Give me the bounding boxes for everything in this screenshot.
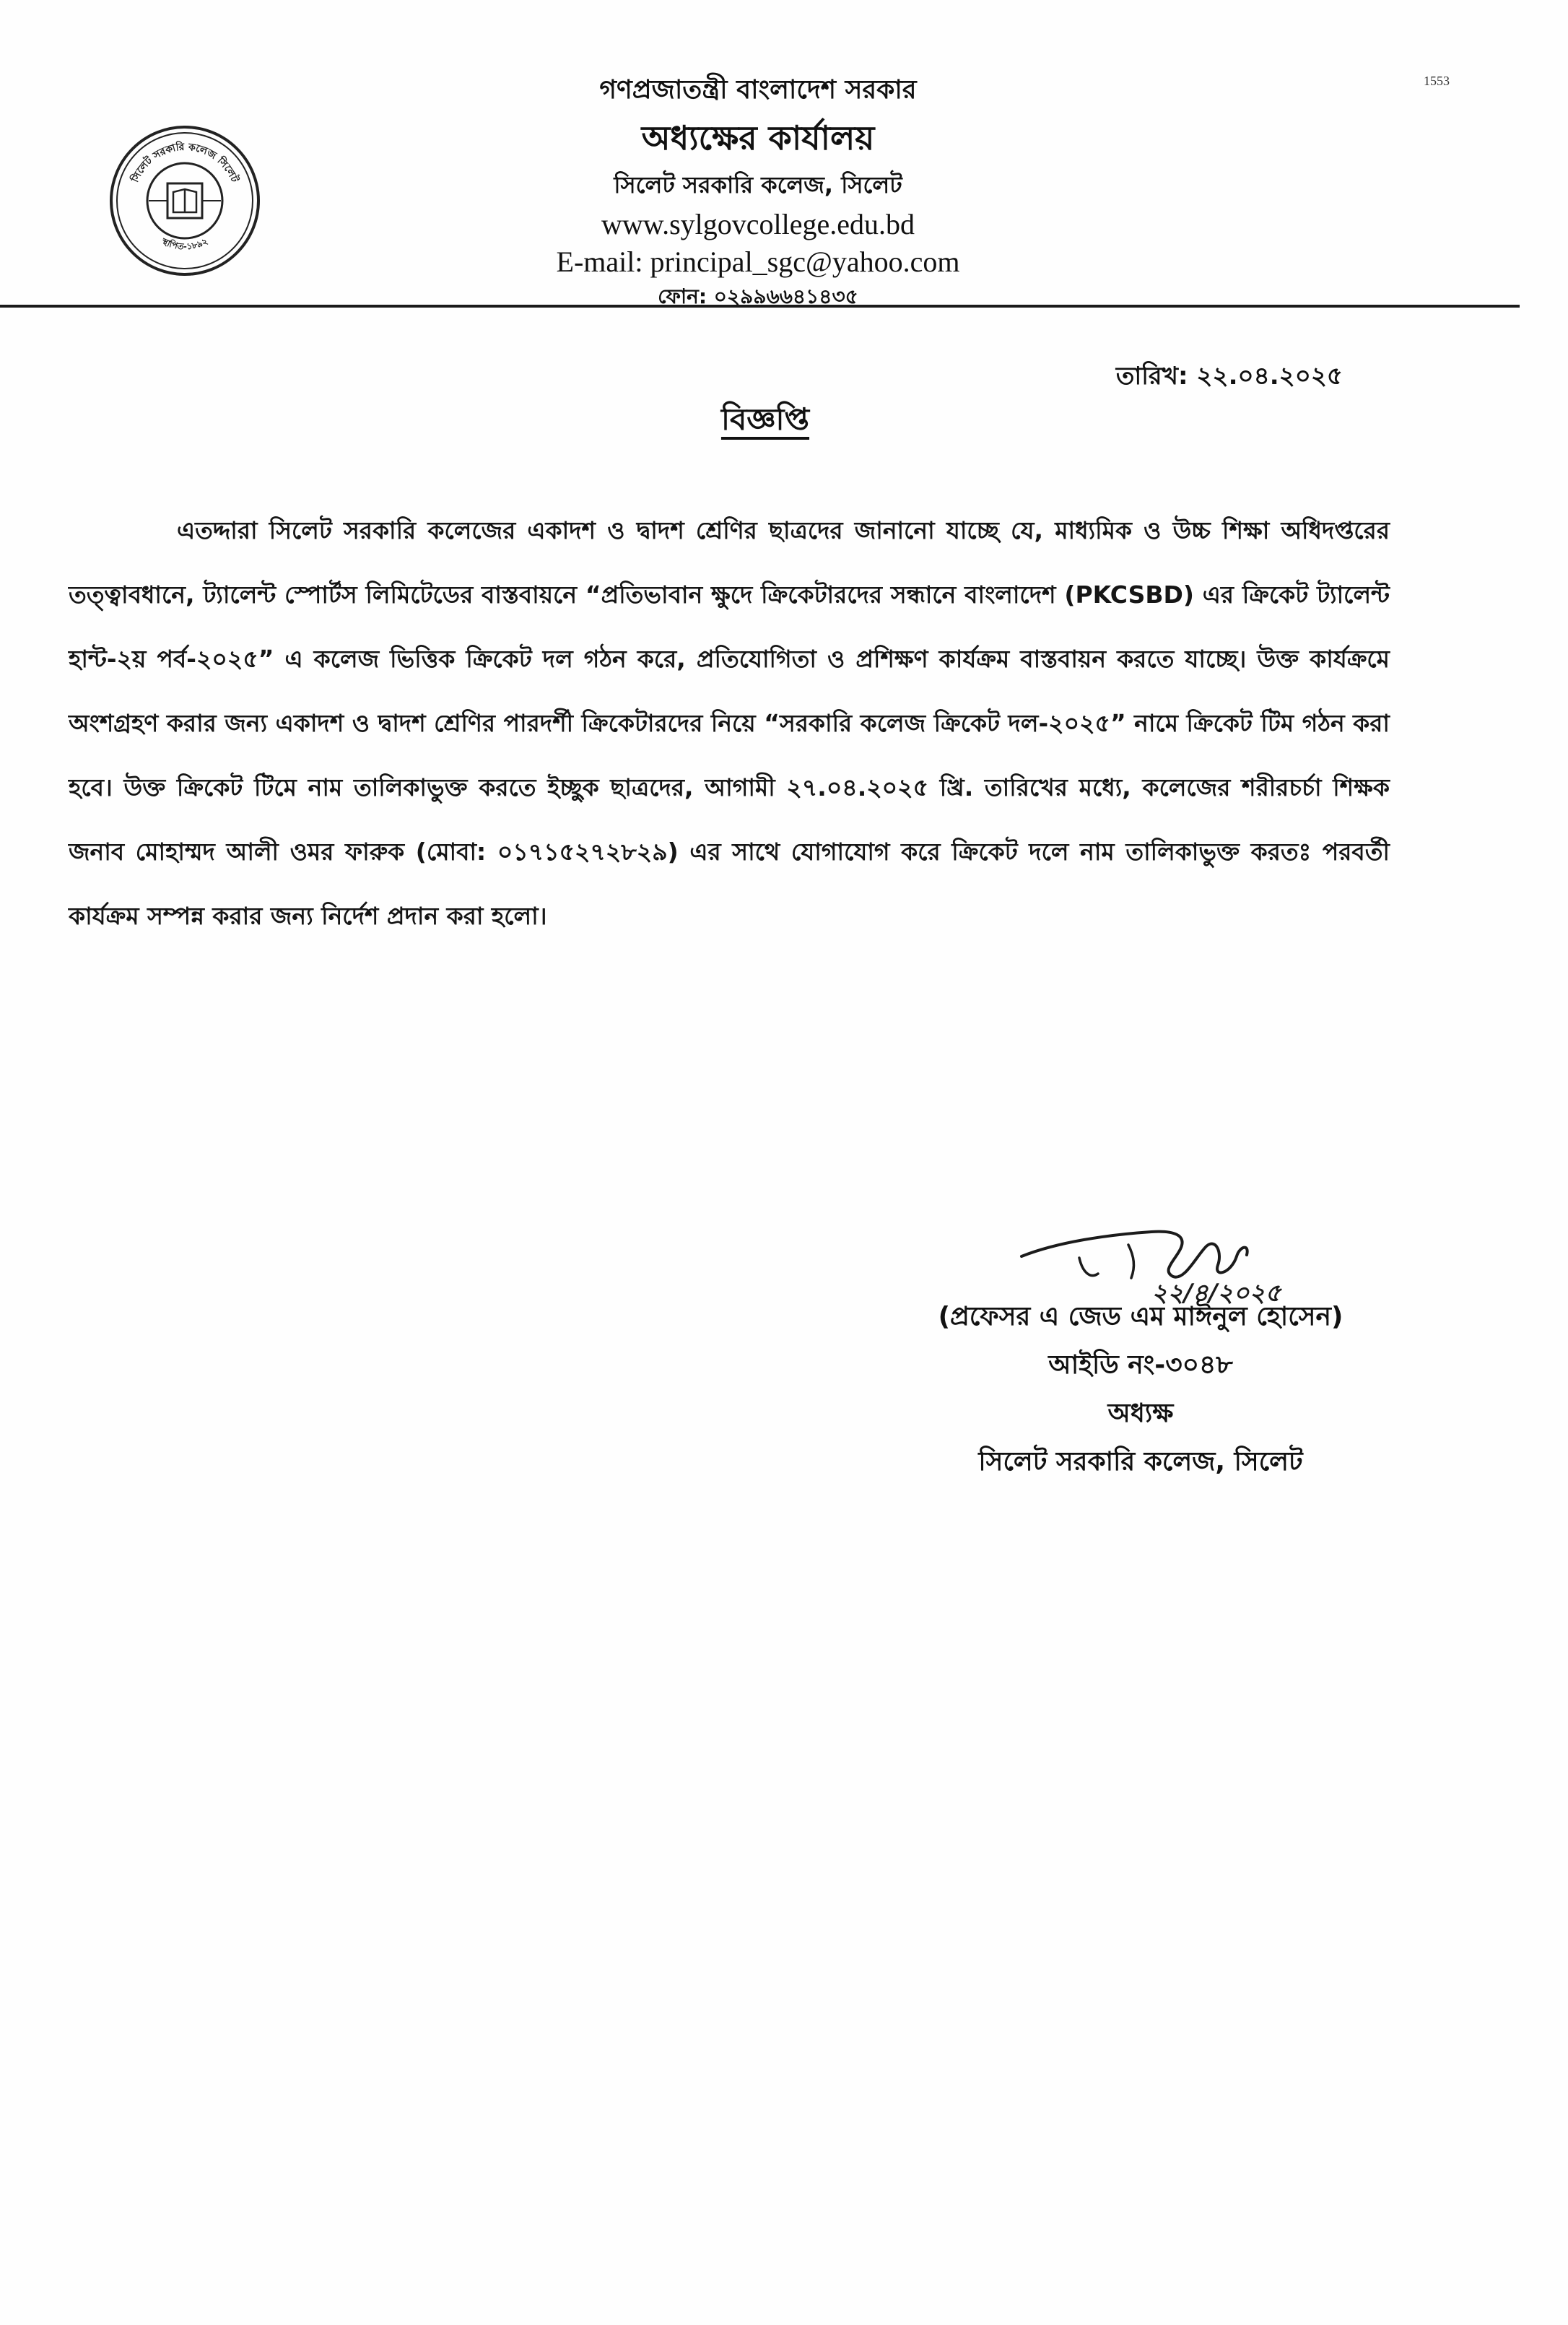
signature-date: ২২/৪/২০২৫ xyxy=(1151,1279,1281,1307)
page-number: 1553 xyxy=(1424,74,1450,88)
header-divider xyxy=(0,305,1520,308)
seal-top-text: সিলেট সরকারি কলেজ সিলেট xyxy=(129,141,240,185)
notice-title: বিজ্ঞপ্তি xyxy=(720,401,810,437)
signatory-id: আইডি নং-৩০৪৮ xyxy=(1048,1350,1233,1380)
college-seal-icon xyxy=(107,123,263,279)
email-address: E-mail: principal_sgc@yahoo.com xyxy=(556,245,960,278)
government-name: গণপ্রজাতন্ত্রী বাংলাদেশ সরকার xyxy=(599,75,917,105)
college-name: সিলেট সরকারি কলেজ, সিলেট xyxy=(614,171,902,199)
seal-bottom-text: স্থাপিত-১৮৯২ xyxy=(160,235,210,252)
notice-date: তারিখ: ২২.০৪.২০২৫ xyxy=(1115,362,1343,391)
signatory-institution: সিলেট সরকারি কলেজ, সিলেট xyxy=(978,1447,1303,1477)
office-name: অধ্যক্ষের কার্যালয় xyxy=(641,118,875,157)
signatory-block xyxy=(859,1292,1422,1486)
phone-number: ফোন: ০২৯৯৬৬৪১৪৩৫ xyxy=(658,284,858,308)
website-address: www.sylgovcollege.edu.bd xyxy=(601,208,915,240)
signatory-designation: অধ্যক্ষ xyxy=(1107,1399,1174,1428)
letterhead xyxy=(433,69,1083,313)
signatory-name: (প্রফেসর এ জেড এম মাঈনুল হোসেন) xyxy=(938,1302,1343,1331)
notice-body: এতদ্দারা সিলেট সরকারি কলেজের একাদশ ও দ্বাদশ শ্রেণির ছাত্রদের জানানো যাচ্ছে যে, মাধ্যমিক ও উচ্চ শিক্ষা অধিদপ্তরের তত্ত্বাবধানে, ট্যালেন্ট স্পোর্টস লিমিটেডের বাস্তবায়নে “প্রতিভাবান ক্ষুদে ক্রিকেটারদের সন্ধানে বাংলাদেশ (PKCSBD) এর ক্রিকেট ট্যালেন্ট হান্ট-২য় পর্ব-২০২৫” এ কলেজ ভিত্তিক ক্রিকেট দল গঠন করে, প্রতিযোগিতা ও প্রশিক্ষণ কার্যক্রম বাস্তবায়ন করতে যাচ্ছে। উক্ত কার্যক্রমে অংশগ্রহণ করার জন্য একাদশ ও দ্বাদশ শ্রেণির পারদর্শী ক্রিকেটারদের নিয়ে “সরকারি কলেজ ক্রিকেট দল-২০২৫” নামে ক্রিকেট টিম গঠন করা হবে। উক্ত ক্রিকেট টিমে নাম তালিকাভুক্ত করতে ইচ্ছুক ছাত্রদের, আগামী ২৭.০৪.২০২৫ খ্রি. তারিখের মধ্যে, কলেজের শরীরচর্চা শিক্ষক জনাব মোহাম্মদ আলী ওমর ফারুক (মোবা: ০১৭১৫২৭২৮২৯) এর সাথে যোগাযোগ করে ক্রিকেট দলে নাম তালিকাভুক্ত করতঃ পরবর্তী কার্যক্রম সম্পন্ন করার জন্য নির্দেশ প্রদান করা হলো। xyxy=(69,516,1390,930)
